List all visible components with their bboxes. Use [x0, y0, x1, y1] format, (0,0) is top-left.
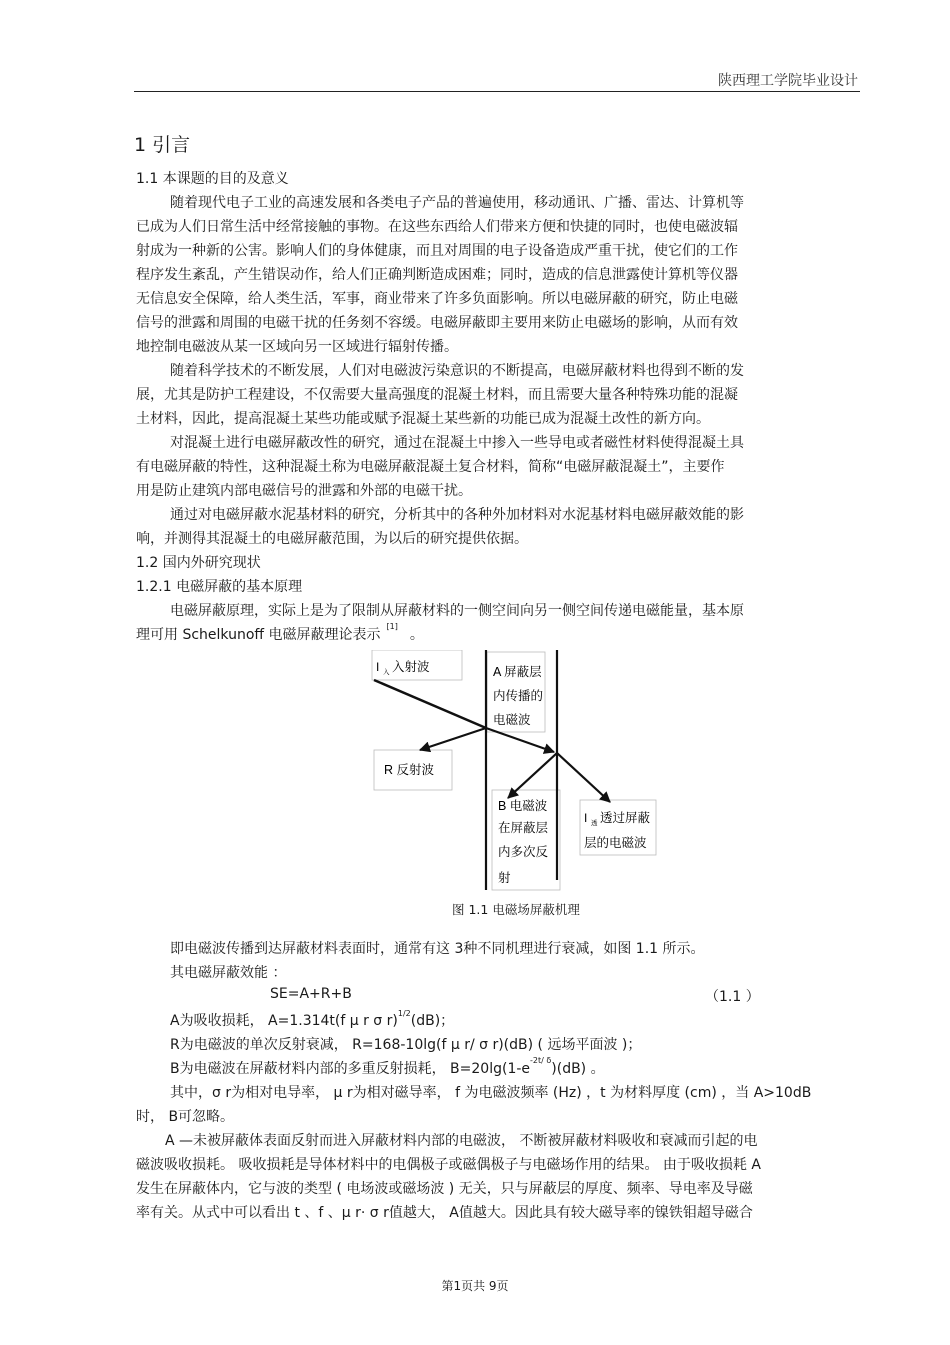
- b-label-line: 射: [498, 871, 511, 885]
- a-label-line: A 屏蔽层: [493, 665, 542, 679]
- definition-a-sup: 1/2: [397, 1009, 411, 1019]
- header-rule: [134, 91, 860, 92]
- citation-ref: [1]: [386, 622, 398, 632]
- paragraph-line: 土材料，因此，提高混凝土某些功能或赋予混凝土某些新的功能已成为混凝土改性的新方向。: [136, 411, 710, 427]
- principle-line-2: [136, 624, 424, 644]
- page-footer: 第1页共 9页: [441, 1279, 509, 1293]
- paragraph-line: 无信息安全保障，给人类生活，军事，商业带来了许多负面影响。所以电磁屏蔽的研究，防止电磁: [136, 291, 738, 307]
- paragraph-line: 即电磁波传播到达屏蔽材料表面时，通常有这 3种不同机理进行衰减，如图 1.1 所示。: [170, 941, 705, 957]
- b-label-line: B 电磁波: [498, 799, 548, 813]
- shielding-mechanism-diagram: [362, 650, 662, 900]
- paragraph-line: 发生在屏蔽体内，它与波的类型 ( 电场波或磁场波 ) 无关，只与屏蔽层的厚度、频率、导电率及导磁: [136, 1181, 753, 1197]
- incident-I: I: [376, 660, 380, 674]
- section-1-1-heading: 1.1 本课题的目的及意义: [136, 171, 289, 187]
- principle-text: 理可用 Schelkunoff 电磁屏蔽理论表示: [136, 627, 381, 643]
- reflected-ray: [420, 728, 486, 750]
- t-label-line: 透过屏蔽: [600, 811, 651, 825]
- principle-end: 。: [409, 627, 424, 643]
- incident-label: 入射波: [392, 660, 430, 674]
- paragraph-line: 已成为人们日常生活中经常接触的事物。在这些东西给人们带来方便和快捷的同时，也使电磁波辐: [136, 219, 738, 235]
- definition-r: R为电磁波的单次反射衰减， R=168-10lg(f μ r/ σ r)(dB) ( 远场平面波 )；: [170, 1037, 642, 1053]
- transmitted-out-ray: [557, 753, 610, 802]
- definition-a: [170, 1010, 454, 1030]
- a-label-line: 内传播的: [493, 689, 544, 703]
- paragraph-line: 响，并测得其混凝土的电磁屏蔽范围，为以后的研究提供依据。: [136, 531, 528, 547]
- principle-line-1: 电磁屏蔽原理，实际上是为了限制从屏蔽材料的一侧空间向另一侧空间传递电磁能量，基本原: [170, 603, 744, 619]
- r-label: R 反射波: [384, 763, 435, 777]
- t-I: I: [584, 811, 588, 825]
- paragraph-line: 展，尤其是防护工程建设，不仅需要大量高强度的混凝土材料，而且需要大量各种特殊功能的混凝: [136, 387, 738, 403]
- paragraph-line: 有电磁屏蔽的特性，这种混凝土称为电磁屏蔽混凝土复合材料，简称“电磁屏蔽混凝土”，主要作: [136, 459, 725, 475]
- variable-definitions: 其中，σ r为相对电导率， μ r为相对磁导率， f 为电磁波频率 (Hz) ，t 为材料厚度 (cm) ，当 A>10dB: [170, 1085, 812, 1101]
- paragraph-line: 地控制电磁波从某一区域向另一区域进行辐射传播。: [136, 339, 458, 355]
- b-label-line: 在屏蔽层: [498, 821, 549, 835]
- paragraph-line: 其电磁屏蔽效能 ：: [170, 965, 287, 981]
- paragraph-line: 程序发生紊乱，产生错误动作，给人们正确判断造成困难；同时，造成的信息泄露使计算机等仪器: [136, 267, 738, 283]
- paragraph-line: 随着现代电子工业的高速发展和各类电子产品的普遍使用，移动通讯、广播、雷达、计算机等: [170, 195, 744, 211]
- a-label-line: 电磁波: [493, 713, 531, 727]
- paragraph-line: 用是防止建筑内部电磁信号的泄露和外部的电磁干扰。: [136, 483, 472, 499]
- paragraph-line: 通过对电磁屏蔽水泥基材料的研究，分析其中的各种外加材料对水泥基材料电磁屏蔽效能的影: [170, 507, 744, 523]
- section-1-2-1-heading: 1.2.1 电磁屏蔽的基本原理: [136, 579, 303, 595]
- transmitted-into-shield-ray: [486, 728, 554, 752]
- figure-caption: 图 1.1 电磁场屏蔽机理: [452, 902, 580, 917]
- paragraph-line: 射成为一种新的公害。影响人们的身体健康，而且对周围的电子设备造成严重干扰，使它们的工作: [136, 243, 738, 259]
- internal-reflection-ray: [508, 753, 557, 798]
- definition-a-text: A为吸收损耗， A=1.314t(f μ r σ r): [170, 1013, 398, 1029]
- paragraph-line: 率有关。从式中可以看出 t 、f 、μ r· σ r值越大， A值越大。因此具有较大磁导率的镍铁钼超导磁合: [136, 1205, 753, 1221]
- definition-b-sup: -2t/ δ: [530, 1056, 552, 1066]
- equation: SE=A+R+B: [270, 986, 352, 1002]
- section-1-2-heading: 1.2 国内外研究现状: [136, 555, 261, 571]
- equation-number: （1.1 ）: [705, 989, 760, 1005]
- definition-a-tail: (dB)；: [410, 1013, 455, 1029]
- b-label-line: 内多次反: [498, 845, 549, 859]
- paragraph-line: 信号的泄露和周围的电磁干扰的任务刻不容缓。电磁屏蔽即主要用来防止电磁场的影响，从而有效: [136, 315, 738, 331]
- t-label-line: 层的电磁波: [584, 836, 647, 850]
- t-sub: 透: [591, 820, 598, 827]
- paragraph-line: 磁波吸收损耗。 吸收损耗是导体材料中的电偶极子或磁偶极子与电磁场作用的结果。 由于吸收损耗 A: [136, 1157, 761, 1173]
- paragraph-line: 随着科学技术的不断发展，人们对电磁波污染意识的不断提高，电磁屏蔽材料也得到不断的发: [170, 363, 744, 379]
- paragraph-line: 对混凝土进行电磁屏蔽改性的研究，通过在混凝土中掺入一些导电或者磁性材料使得混凝土具: [170, 435, 744, 451]
- definition-b: [170, 1058, 605, 1078]
- running-header: 陕西理工学院毕业设计: [718, 73, 858, 89]
- paragraph-line: A —未被屏蔽体表面反射而进入屏蔽材料内部的电磁波， 不断被屏蔽材料吸收和衰减而引起的电: [165, 1133, 758, 1149]
- chapter-title: 1 引言: [134, 134, 191, 156]
- incident-sub: 入: [383, 669, 390, 676]
- definition-b-tail: )(dB) 。: [551, 1061, 605, 1077]
- incident-ray: [374, 680, 486, 728]
- variable-definitions-cont: 时， B可忽略。: [136, 1109, 235, 1125]
- definition-b-text: B为电磁波在屏蔽材料内部的多重反射损耗， B=20lg(1-e: [170, 1061, 531, 1077]
